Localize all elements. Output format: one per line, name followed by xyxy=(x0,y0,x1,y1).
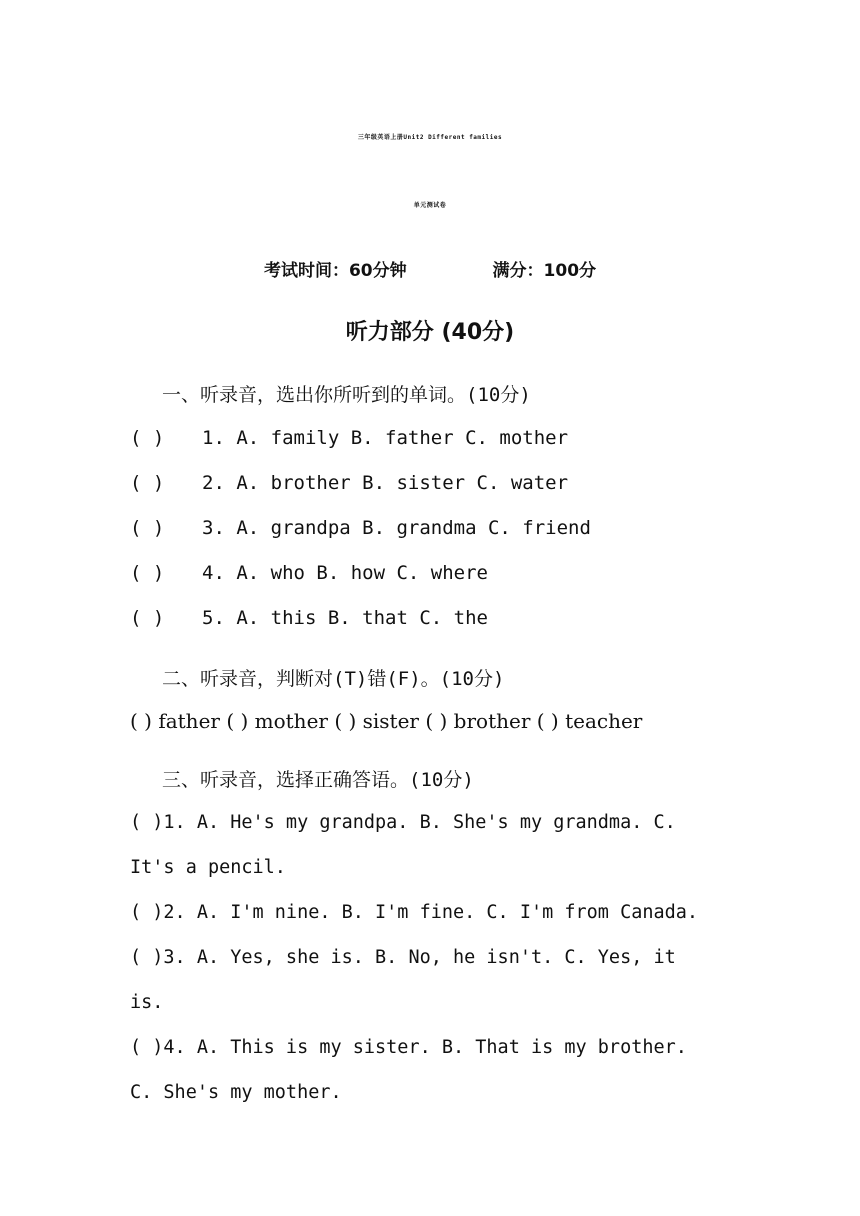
section3-line: ( )2. A. I'm nine. B. I'm fine. C. I'm from Canada. xyxy=(130,902,699,923)
section3-line: ( )1. A. He's my grandpa. B. She's my grandma. C. xyxy=(130,812,676,833)
item-text: 1. A. family B. father C. mother xyxy=(202,427,569,449)
exam-score: 满分：100分 xyxy=(492,261,597,281)
section1-item xyxy=(130,472,568,494)
section1-item xyxy=(130,427,568,449)
item-text: 2. A. brother B. sister C. water xyxy=(202,472,569,494)
item-text: 5. A. this B. that C. the xyxy=(202,607,488,629)
exam-time: 考试时间：60分钟 xyxy=(263,261,407,281)
exam-subtitle: 单元测试卷 xyxy=(413,202,447,209)
part-title: 听力部分 (40分) xyxy=(345,320,515,345)
section3-line: It's a pencil. xyxy=(130,857,286,878)
answer-blank: ( ) xyxy=(130,607,165,629)
exam-title: 三年级英语上册Unit2 Different families xyxy=(357,134,503,141)
section1-item xyxy=(130,562,488,584)
item-text: 4. A. who B. how C. where xyxy=(202,562,488,584)
answer-blank: ( ) xyxy=(130,517,165,539)
section1-item xyxy=(130,517,591,539)
section3-line: ( )4. A. This is my sister. B. That is my brother. xyxy=(130,1037,687,1058)
section3-line: C. She's my mother. xyxy=(130,1082,342,1103)
section2-line: ( ) father ( ) mother ( ) sister ( ) brother ( ) teacher xyxy=(130,709,643,733)
answer-blank: ( ) xyxy=(130,427,165,449)
section3-line: is. xyxy=(130,992,164,1013)
answer-blank: ( ) xyxy=(130,472,165,494)
answer-blank: ( ) xyxy=(130,562,165,584)
section1-item xyxy=(130,607,488,629)
item-text: 3. A. grandpa B. grandma C. friend xyxy=(202,517,591,539)
section1-heading: 一、听录音，选出你所听到的单词。(10分) xyxy=(162,384,531,406)
exam-meta xyxy=(0,256,860,281)
section3-line: ( )3. A. Yes, she is. B. No, he isn't. C. Yes, it xyxy=(130,947,676,968)
section2-heading: 二、听录音，判断对(T)错(F)。(10分) xyxy=(162,668,505,690)
section3-heading: 三、听录音，选择正确答语。(10分) xyxy=(162,769,474,791)
